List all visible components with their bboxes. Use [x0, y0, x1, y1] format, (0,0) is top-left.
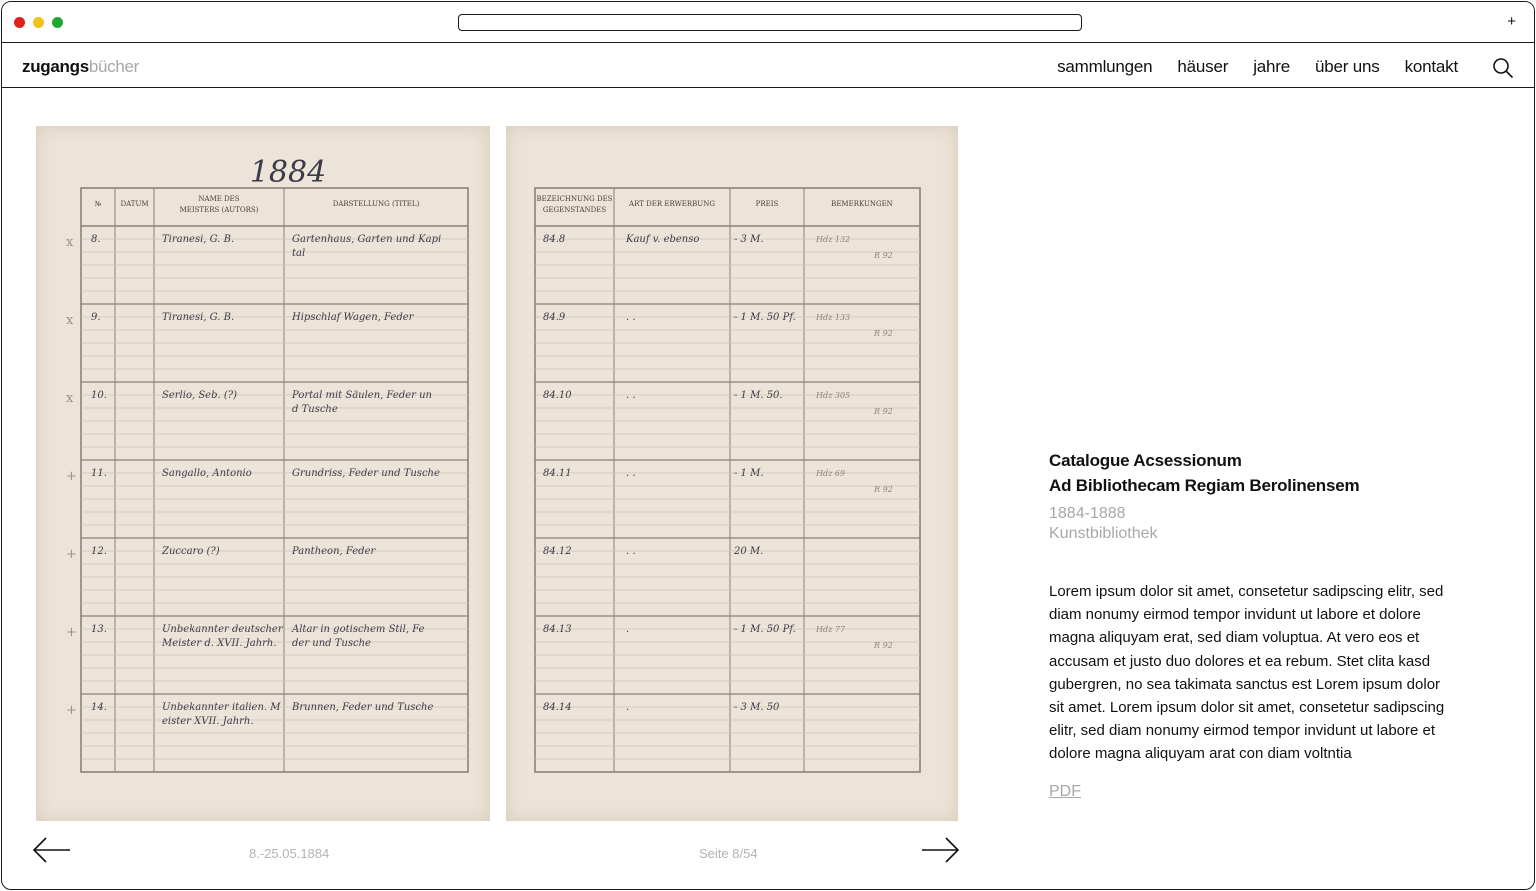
- entry-number: 9.: [91, 312, 101, 323]
- entry-id: 84.9: [543, 312, 566, 323]
- ledger-header-text: BEZEICHNUNG DES: [536, 195, 613, 203]
- entry-number: 10.: [91, 390, 107, 401]
- entry-title: Portal mit Säulen, Feder un: [292, 390, 432, 401]
- arrow-left-icon[interactable]: [32, 836, 72, 864]
- book-meta: [1049, 504, 1459, 544]
- entry-title: Hipschlaf Wagen, Feder: [292, 312, 414, 323]
- entry-price: - 1 M. 50 Pf.: [734, 624, 796, 635]
- scan-page-left[interactable]: [36, 126, 490, 821]
- ledger-frame: [81, 188, 468, 772]
- search-icon[interactable]: [1492, 57, 1514, 79]
- entry-number: 8.: [91, 234, 101, 245]
- ledger-header-text: BEMERKUNGEN: [831, 200, 893, 208]
- entry-title: Pantheon, Feder: [292, 546, 376, 557]
- maximize-window-button[interactable]: [52, 17, 63, 28]
- entry-author: Tiranesi, G. B.: [162, 234, 235, 245]
- site-header: [2, 43, 1534, 88]
- entry-author: Tiranesi, G. B.: [162, 312, 235, 323]
- page-date-range: 8.-25.05.1884: [249, 846, 330, 861]
- book-title: [1049, 448, 1459, 498]
- entry-acquisition: Kauf v. ebenso: [626, 234, 700, 245]
- ledger-header-text: ART DER ERWERBUNG: [629, 200, 715, 208]
- entry-remark-2: R 92: [874, 251, 893, 260]
- entry-acquisition: . .: [626, 312, 636, 323]
- entry-id: 84.12: [543, 546, 572, 557]
- entry-number: 14.: [91, 702, 107, 713]
- entry-id: 84.8: [543, 234, 566, 245]
- minimize-window-button[interactable]: [33, 17, 44, 28]
- entry-title: Altar in gotischem Stil, Fe: [292, 624, 425, 635]
- book-description: Lorem ipsum dolor sit amet, consetetur sadipscing elitr, sed diam nonumy eirmod tempor invidunt ut labore et dolore magna aliquyam erat, sed diam voluptua. At vero eos et accusam et justo duo dolores et ea rebum. Stet clita kasd gubergren, no sea takimata sanctus est Lorem ipsum dolor sit amet. Lorem ipsum dolor sit amet, consetetur sadipscing elitr, sed diam nonumy eirmod tempor invidunt ut labore et dolore magna aliquyam arat con diam voltntia: [1049, 583, 1445, 763]
- entry-author: Unbekannter deutscher: [162, 624, 283, 635]
- nav-item-jahre[interactable]: jahre: [1253, 57, 1291, 76]
- entry-remark-2: R 92: [874, 407, 893, 416]
- entry-id: 84.13: [543, 624, 572, 635]
- entry-remark: Hdz 133: [816, 313, 851, 322]
- entry-acquisition: . .: [626, 546, 636, 557]
- site-logo[interactable]: [22, 56, 139, 78]
- scan-page-right[interactable]: [506, 126, 958, 821]
- entry-remark: Hdz 132: [816, 235, 851, 244]
- entry-title: Grundriss, Feder und Tusche: [292, 468, 440, 479]
- entry-acquisition: . .: [626, 390, 636, 401]
- entry-number: 12.: [91, 546, 107, 557]
- entry-acquisition: . .: [626, 468, 636, 479]
- entry-remark: Hdz 69: [816, 469, 846, 478]
- entry-title: der und Tusche: [292, 638, 371, 649]
- entry-title: d Tusche: [292, 404, 338, 415]
- margin-mark: x: [66, 391, 74, 406]
- entry-id: 84.14: [543, 702, 572, 713]
- book-years: 1884-1888: [1049, 505, 1126, 522]
- margin-mark: x: [66, 313, 74, 328]
- entry-remark-2: R 92: [874, 485, 893, 494]
- entry-acquisition: .: [626, 702, 630, 713]
- ledger-header-text: GEGENSTANDES: [542, 206, 607, 214]
- entry-author: Zuccaro (?): [162, 546, 220, 557]
- book-institution: Kunstbibliothek: [1049, 525, 1158, 542]
- ledger-header-text: MEISTERS (AUTORS): [179, 206, 259, 214]
- ledger-right: [506, 126, 958, 821]
- ledger-header-text: DARSTELLUNG (TITEL): [332, 200, 420, 208]
- browser-chrome: [2, 2, 1534, 43]
- page-number: Seite 8/54: [699, 846, 758, 861]
- nav-item-haeuser[interactable]: häuser: [1177, 57, 1229, 76]
- new-tab-button[interactable]: +: [1507, 13, 1516, 30]
- entry-title: Brunnen, Feder und Tusche: [292, 702, 434, 713]
- main-nav: [1032, 56, 1458, 78]
- entry-price: - 3 M.: [734, 234, 764, 245]
- entry-price: 20 M.: [734, 546, 764, 557]
- margin-mark: +: [66, 547, 77, 562]
- entry-remark-2: R 92: [874, 329, 893, 338]
- entry-author: eister XVII. Jahrh.: [162, 716, 254, 727]
- entry-id: 84.10: [543, 390, 572, 401]
- ledger-left: [36, 126, 490, 821]
- ledger-frame: [535, 188, 920, 772]
- entry-price: - 1 M. 50.: [734, 390, 783, 401]
- address-bar[interactable]: [458, 14, 1082, 31]
- book-title-line1: Catalogue Acsessionum: [1049, 451, 1242, 470]
- ledger-header-text: DATUM: [120, 200, 149, 208]
- nav-item-kontakt[interactable]: kontakt: [1404, 57, 1458, 76]
- book-title-line2: Ad Bibliothecam Regiam Berolinensem: [1049, 476, 1360, 495]
- entry-remark: Hdz 305: [816, 391, 851, 400]
- entry-remark: Hdz 77: [816, 625, 846, 634]
- entry-title: tal: [292, 248, 306, 259]
- logo-bold-part: zugangs: [22, 57, 89, 76]
- entry-author: Serlio, Seb. (?): [162, 390, 238, 401]
- close-window-button[interactable]: [14, 17, 25, 28]
- margin-mark: +: [66, 703, 77, 718]
- logo-light-part: bücher: [88, 57, 140, 76]
- entry-author: Unbekannter italien. M: [162, 702, 281, 713]
- entry-remark-2: R 92: [874, 641, 893, 650]
- entry-number: 11.: [91, 468, 107, 479]
- ledger-header-text: №: [94, 200, 102, 208]
- entry-price: - 1 M.: [734, 468, 764, 479]
- nav-item-sammlungen[interactable]: sammlungen: [1057, 57, 1153, 76]
- entry-price: - 1 M. 50 Pf.: [734, 312, 796, 323]
- arrow-right-icon[interactable]: [920, 836, 960, 864]
- entry-price: - 3 M. 50: [734, 702, 780, 713]
- entry-number: 13.: [91, 624, 107, 635]
- ledger-header-text: NAME DES: [198, 195, 240, 203]
- pdf-link[interactable]: PDF: [1049, 782, 1081, 800]
- margin-mark: +: [66, 625, 77, 640]
- nav-item-ueber-uns[interactable]: über uns: [1315, 57, 1380, 76]
- margin-mark: +: [66, 469, 77, 484]
- entry-acquisition: .: [626, 624, 630, 635]
- entry-id: 84.11: [543, 468, 572, 479]
- book-details: [1049, 448, 1459, 801]
- page-year: 1884: [249, 155, 327, 190]
- entry-author: Sangallo, Antonio: [162, 468, 252, 479]
- entry-title: Gartenhaus, Garten und Kapi: [292, 234, 442, 245]
- entry-author: Meister d. XVII. Jahrh.: [162, 638, 277, 649]
- ledger-header-text: PREIS: [755, 200, 779, 208]
- margin-mark: x: [66, 235, 74, 250]
